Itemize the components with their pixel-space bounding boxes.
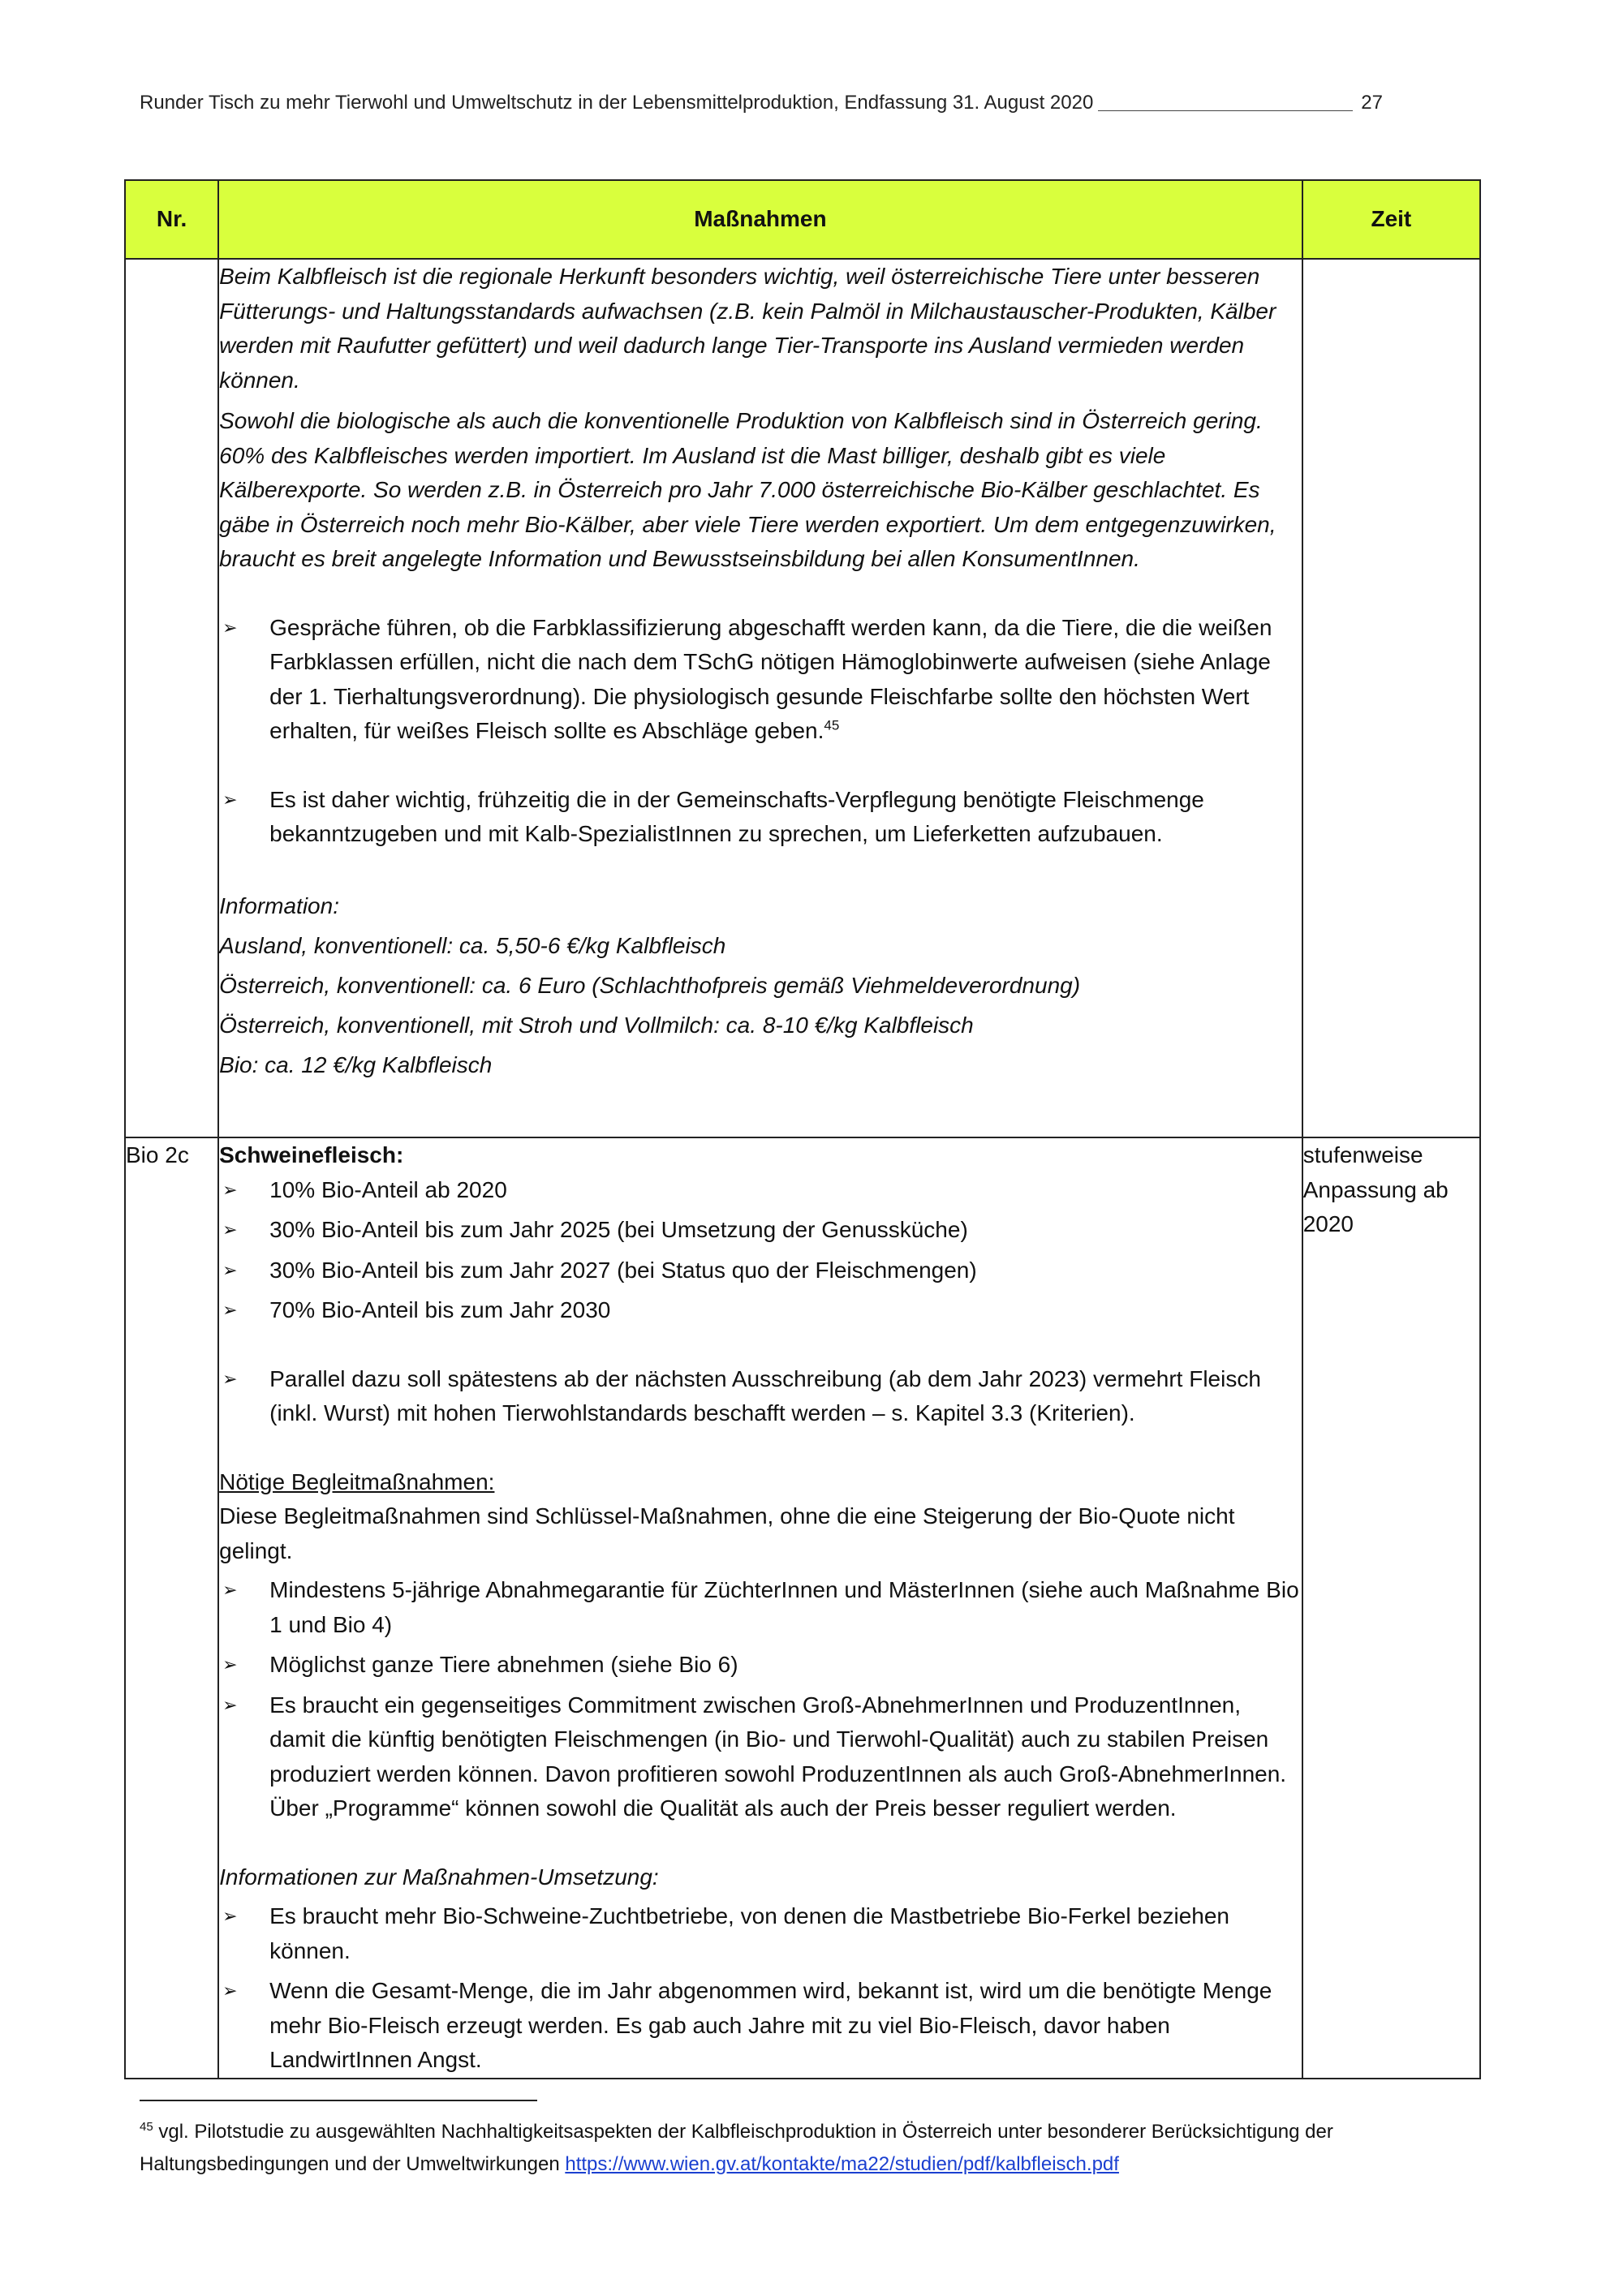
footnote-link[interactable]: https://www.wien.gv.at/kontakte/ma22/studien/pdf/kalbfleisch.pdf [565, 2153, 1119, 2175]
arrowhead-bullet-icon: ➢ [222, 1179, 238, 1200]
arrowhead-bullet-icon: ➢ [222, 1219, 238, 1240]
veal-intro-paragraph: Beim Kalbfleisch ist die regionale Herkunft besonders wichtig, weil österreichische Tiere unter besseren Fütterungs- und Haltungsstandards aufwachsen (z.B. kein Palmöl in Milchaustauscher-Produkten, Kälber werden mit Raufutter gefüttert) und weil dadurch lange Tier-Transporte ins Ausland vermieden werden können. [219, 264, 1276, 393]
colour-classification-text: Gespräche führen, ob die Farbklassifizierung abgeschafft werden kann, da die Tiere, die die weißen Farbklassen erfüllen, nicht die nach dem TSchG nötigen Hämoglobinwerte aufweisen (siehe Anlage der 1. Tierhaltungsverordnung). Die physiologisch gesunde Fleischfarbe sollte den höchsten Wert erhalten, für weißes Fleisch sollte es Abschläge geben. [269, 614, 1272, 743]
list-item [219, 1213, 1302, 1248]
target-text: 30% Bio-Anteil bis zum Jahr 2027 (bei Status quo der Fleischmengen) [269, 1257, 977, 1283]
header-rule [1098, 110, 1353, 111]
list-item [219, 1899, 1302, 1968]
running-header [140, 89, 1383, 117]
info-line: Österreich, konventionell, mit Stroh und Vollmilch: ca. 8-10 €/kg Kalbfleisch [219, 1012, 974, 1038]
footnote-reference[interactable]: 45 [824, 717, 840, 733]
info-heading: Information: [219, 892, 339, 918]
parallel-text: Parallel dazu soll spätestens ab der nächsten Ausschreibung (ab dem Jahr 2023) vermehrt Fleisch (inkl. Wurst) mit hohen Tierwohlstandards beschafft werden – s. Kapitel 3.3 (Kriterien). [269, 1365, 1261, 1425]
arrowhead-bullet-icon: ➢ [222, 1654, 238, 1675]
list-item [219, 1648, 1302, 1683]
table-row [125, 259, 1480, 1137]
measures-table [124, 179, 1481, 2079]
arrowhead-bullet-icon: ➢ [222, 1368, 238, 1389]
massnahmen-cell [218, 1137, 1302, 2079]
running-title: Runder Tisch zu mehr Tierwohl und Umweltschutz in der Lebensmittelproduktion, Endfassung 31. August 2020 [140, 92, 1094, 114]
arrowhead-bullet-icon: ➢ [222, 1259, 238, 1280]
list-item [219, 1253, 1302, 1288]
list-item [219, 1173, 1302, 1208]
footnote [140, 2116, 1487, 2181]
footnote-text: vgl. Pilotstudie zu ausgewählten Nachhaltigkeitsaspekten der Kalbfleischproduktion in Österreich unter besonderer Berücksichtigung der Haltungsbedingungen und der Umweltwirkungen [140, 2121, 1333, 2175]
arrowhead-bullet-icon: ➢ [222, 1694, 238, 1715]
column-header-nr: Nr. [125, 180, 218, 259]
table-header-row [125, 180, 1480, 259]
column-header-massnahmen: Maßnahmen [218, 180, 1302, 259]
list-item [219, 1362, 1302, 1431]
umsetzung-heading: Informationen zur Maßnahmen-Umsetzung: [219, 1864, 659, 1890]
arrowhead-bullet-icon: ➢ [222, 617, 238, 638]
begleit-text: Möglichst ganze Tiere abnehmen (siehe Bio 6) [269, 1652, 738, 1677]
info-line: Bio: ca. 12 €/kg Kalbfleisch [219, 1051, 493, 1077]
umsetzung-text: Wenn die Gesamt-Menge, die im Jahr abgenommen wird, bekannt ist, wird um die benötigte Menge mehr Bio-Fleisch erzeugt werden. Es gab auch Jahre mit zu viel Bio-Fleisch, davor haben LandwirtInnen Angst. [269, 1978, 1272, 2072]
target-text: 70% Bio-Anteil bis zum Jahr 2030 [269, 1297, 611, 1322]
info-line: Österreich, konventionell: ca. 6 Euro (Schlachthofpreis gemäß Viehmeldeverordnung) [219, 972, 1081, 998]
info-line: Ausland, konventionell: ca. 5,50-6 €/kg Kalbfleisch [219, 932, 726, 958]
arrowhead-bullet-icon: ➢ [222, 789, 238, 810]
target-text: 30% Bio-Anteil bis zum Jahr 2025 (bei Umsetzung der Genussküche) [269, 1217, 968, 1242]
footnote-number: 45 [140, 2120, 153, 2134]
list-item [219, 611, 1302, 749]
arrowhead-bullet-icon: ➢ [222, 1980, 238, 2001]
section-title: Schweinefleisch: [219, 1142, 404, 1167]
umsetzung-text: Es braucht mehr Bio-Schweine-Zuchtbetriebe, von denen die Mastbetriebe Bio-Ferkel beziehen können. [269, 1903, 1229, 1963]
nr-cell [125, 259, 218, 1137]
begleit-text: Mindestens 5-jährige Abnahmegarantie für ZüchterInnen und MästerInnen (siehe auch Maßnahme Bio 1 und Bio 4) [269, 1577, 1299, 1637]
target-text: 10% Bio-Anteil ab 2020 [269, 1176, 507, 1202]
list-item [219, 1688, 1302, 1826]
arrowhead-bullet-icon: ➢ [222, 1906, 238, 1926]
zeit-cell [1302, 259, 1480, 1137]
zeit-cell: stufenweise Anpassung ab 2020 [1302, 1137, 1480, 2079]
page-number: 27 [1361, 92, 1383, 114]
list-item [219, 783, 1302, 852]
supply-chain-text: Es ist daher wichtig, frühzeitig die in der Gemeinschafts-Verpflegung benötigte Fleischmenge bekanntzugeben und mit Kalb-SpezialistInnen zu sprechen, um Lieferketten aufzubauen. [269, 786, 1204, 846]
veal-production-paragraph: Sowohl die biologische als auch die konventionelle Produktion von Kalbfleisch sind in Österreich gering. 60% des Kalbfleisches werden importiert. Im Ausland ist die Mast billiger, deshalb gibt es viele Kälberexporte. So werden z.B. in Österreich pro Jahr 7.000 österreichische Bio-Kälber geschlachtet. Es gäbe in Österreich noch mehr Bio-Kälber, aber viele Tiere werden exportiert. Um dem entgegenzuwirken, braucht es breit angelegte Information und Bewusstseinsbildung bei allen KonsumentInnen. [219, 408, 1276, 571]
list-item [219, 1573, 1302, 1642]
footnote-separator [140, 2100, 537, 2101]
arrowhead-bullet-icon: ➢ [222, 1300, 238, 1320]
nr-cell: Bio 2c [125, 1137, 218, 2079]
table-row [125, 1137, 1480, 2079]
list-item [219, 1974, 1302, 2078]
list-item [219, 1293, 1302, 1328]
massnahmen-cell [218, 259, 1302, 1137]
column-header-zeit: Zeit [1302, 180, 1480, 259]
begleit-heading: Nötige Begleitmaßnahmen: [219, 1468, 495, 1494]
begleit-intro: Diese Begleitmaßnahmen sind Schlüssel-Maßnahmen, ohne die eine Steigerung der Bio-Quote nicht gelingt. [219, 1503, 1235, 1563]
arrowhead-bullet-icon: ➢ [222, 1580, 238, 1600]
begleit-text: Es braucht ein gegenseitiges Commitment zwischen Groß-AbnehmerInnen und ProduzentInnen, damit die künftig benötigten Fleischmengen (in Bio- und Tierwohl-Qualität) auch zu stabilen Preisen produziert werden können. Davon profitieren sowohl ProduzentInnen als auch Groß-AbnehmerInnen. Über „Programme“ können sowohl die Qualität als auch der Preis besser reguliert werden. [269, 1692, 1287, 1821]
